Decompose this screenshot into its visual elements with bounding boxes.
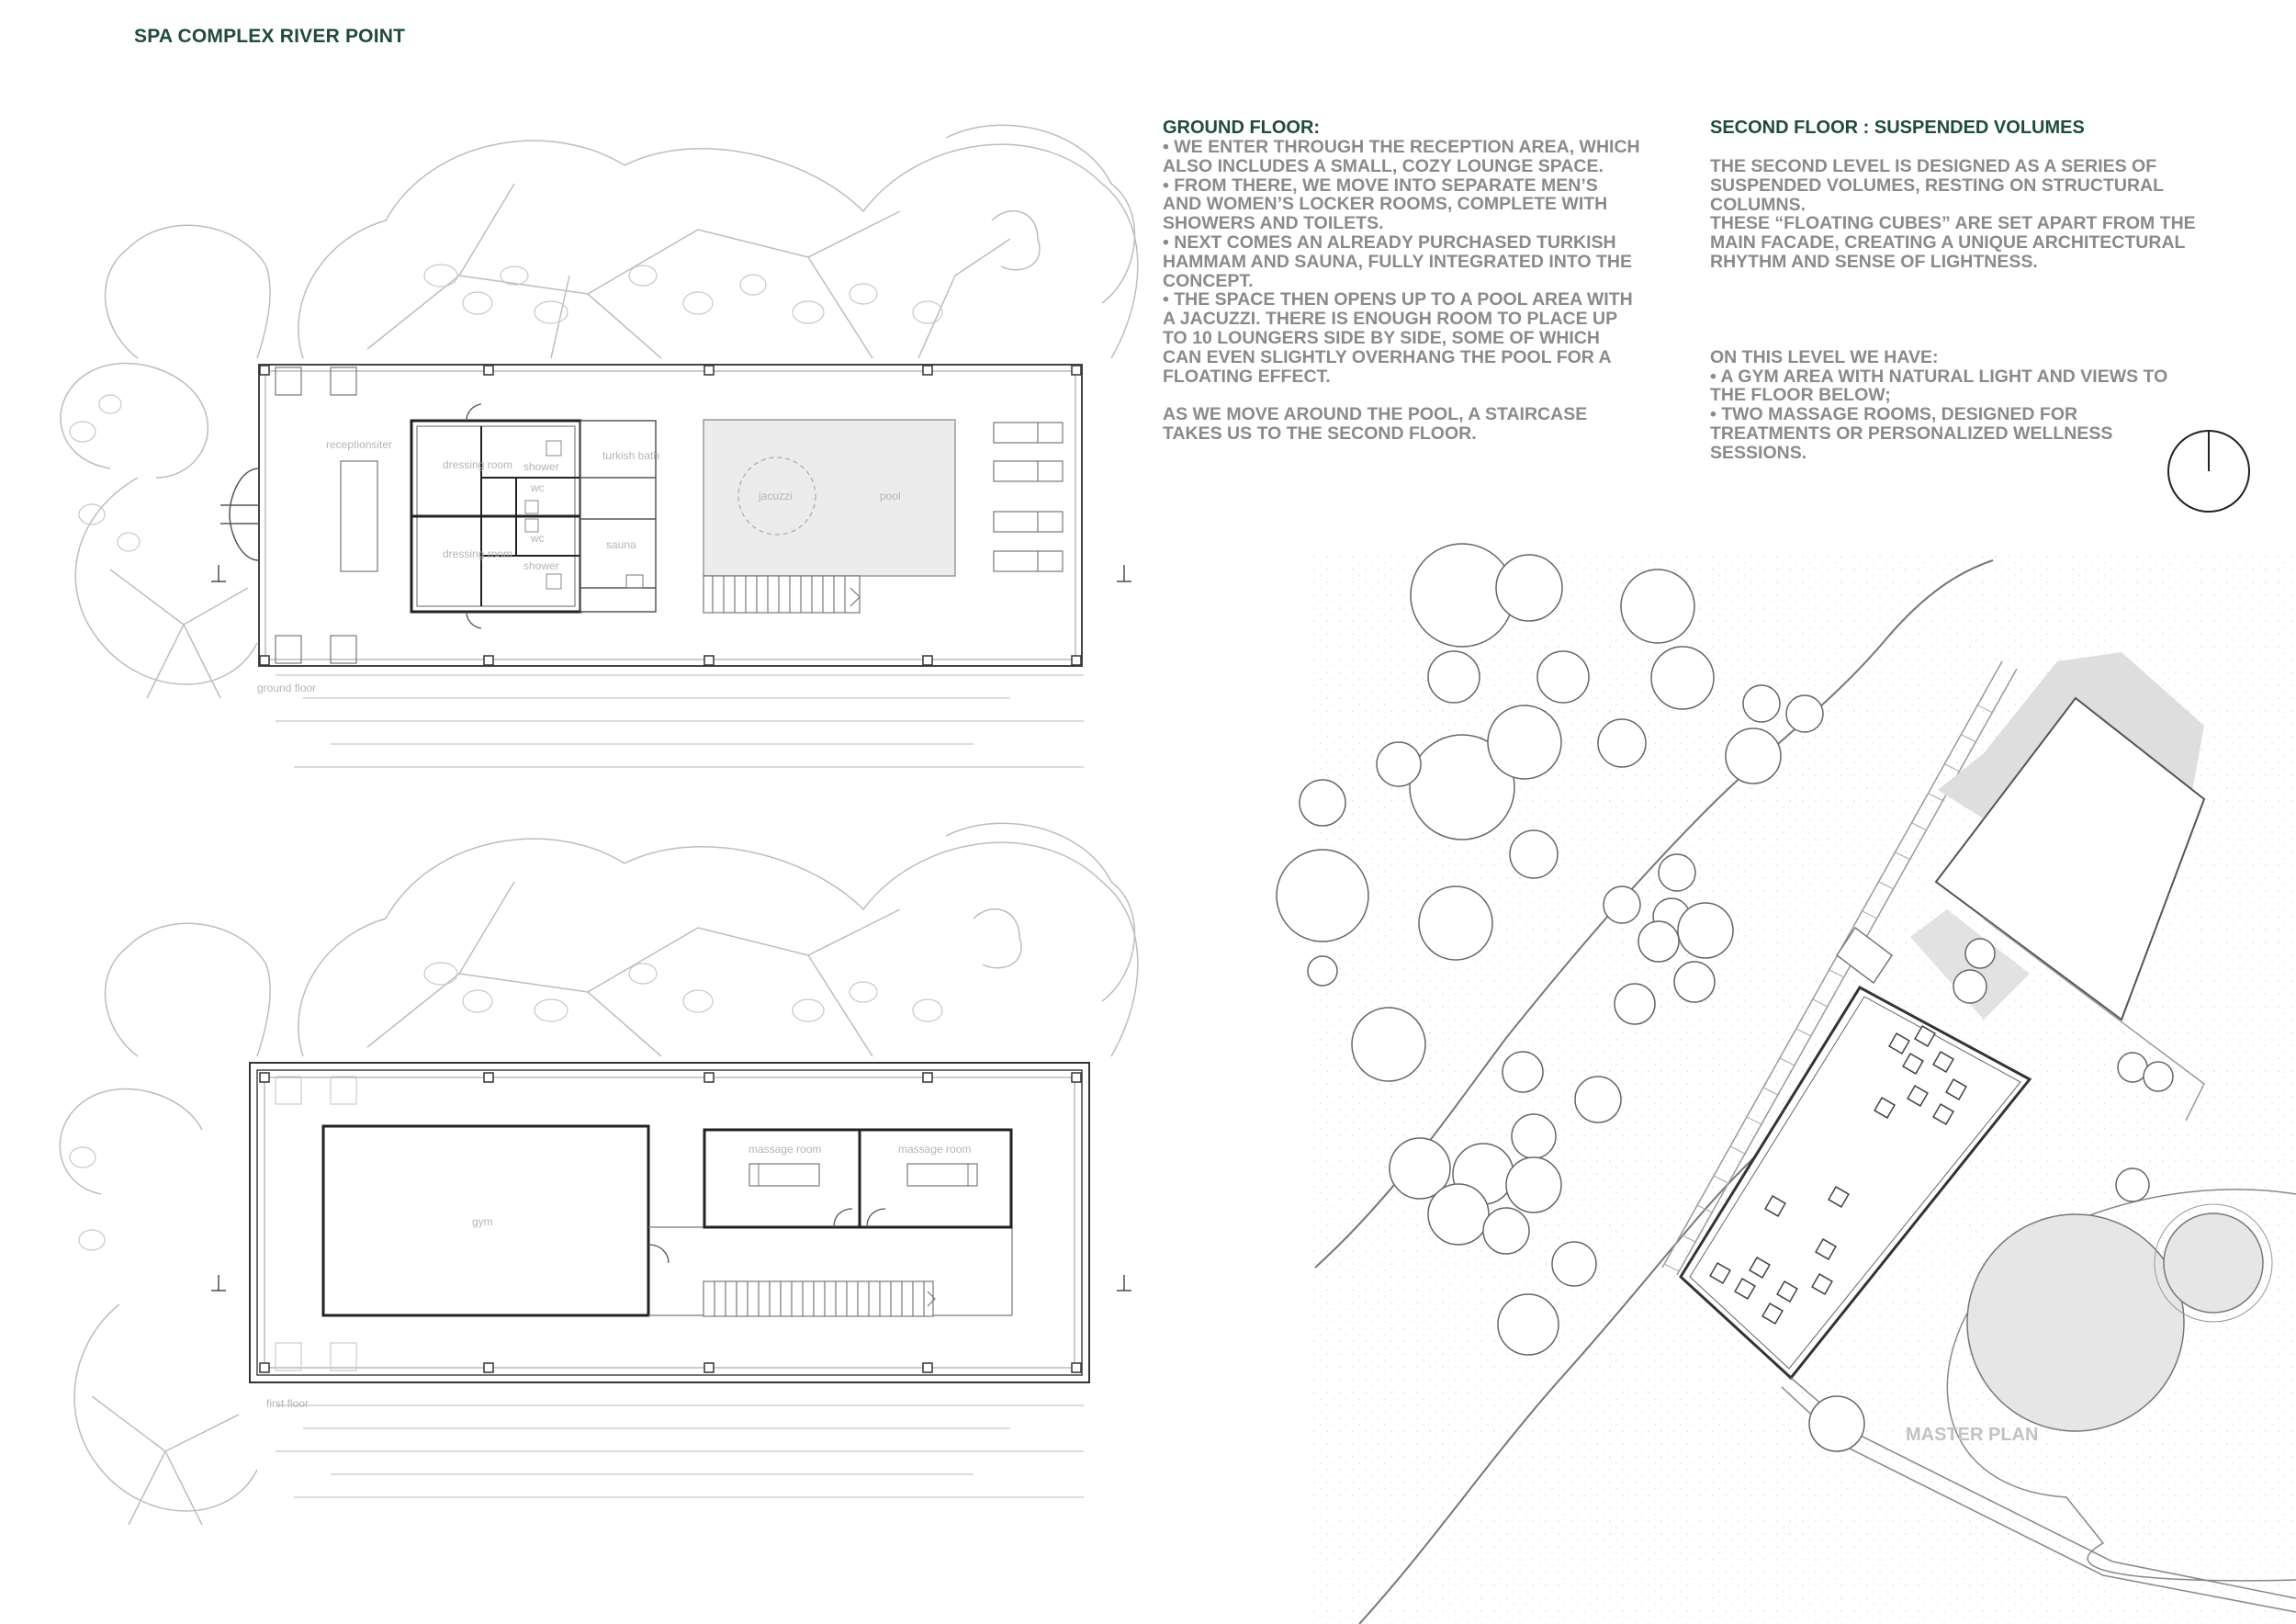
round-jacuzzi — [2164, 1213, 2263, 1313]
master-plan-caption: MASTER PLAN — [1906, 1425, 2039, 1445]
massage-table-1 — [749, 1164, 819, 1186]
second-floor-intro: THE SECOND LEVEL IS DESIGNED AS A SERIES OF SUSPENDED VOLUMES, RESTING ON STRUCTURAL COLUMNS. — [1710, 156, 2164, 215]
ground-floor-staircase — [703, 576, 860, 613]
first-floor-staircase — [703, 1281, 935, 1316]
ground-floor-bullet-reception: • WE ENTER THROUGH THE RECEPTION AREA, WHICH ALSO INCLUDES A SMALL, COZY LOUNGE SPACE. — [1163, 137, 1640, 176]
second-floor-list-heading: ON THIS LEVEL WE HAVE: — [1710, 346, 1939, 367]
room-label-shower-2: shower — [523, 559, 559, 572]
room-label-massage-2: massage room — [898, 1143, 972, 1156]
second-floor-heading: SECOND FLOOR : SUSPENDED VOLUMES — [1710, 118, 2085, 138]
room-label-jacuzzi: jacuzzi — [759, 490, 793, 502]
room-label-massage-1: massage room — [748, 1143, 822, 1156]
room-label-sauna: sauna — [606, 538, 636, 551]
first-floor-caption: first floor — [266, 1397, 310, 1410]
ground-floor-outline — [259, 365, 1082, 666]
ground-floor-heading: GROUND FLOOR: — [1163, 118, 1321, 138]
second-floor-bullet-massage: • TWO MASSAGE ROOMS, DESIGNED FOR TREATMENTS OR PERSONALIZED WELLNESS SESSIONS. — [1710, 404, 2113, 463]
ground-floor-bullet-locker-rooms: • FROM THERE, WE MOVE INTO SEPARATE MEN’S AND WOMEN’S LOCKER ROOMS, COMPLETE WITH SHOWERS AND TOILETS. — [1163, 175, 1608, 234]
pool — [703, 420, 955, 576]
page-title: SPA COMPLEX RIVER POINT — [134, 26, 406, 47]
room-label-shower-1: shower — [523, 460, 559, 473]
second-floor-bullet-gym: • A GYM AREA WITH NATURAL LIGHT AND VIEWS TO THE FLOOR BELOW; — [1710, 366, 2168, 406]
room-label-turkish-bath: turkish bath — [602, 449, 660, 462]
ground-floor-bullet-pool: • THE SPACE THEN OPENS UP TO A POOL AREA WITH A JACUZZI. THERE IS ENOUGH ROOM TO PLACE UP TO 10 LOUNGERS SIDE BY SIDE, SOME OF WHICH CAN EVEN SLIGHTLY OVERHANG THE POOL FOR A FLOATING EFFECT. — [1163, 289, 1633, 387]
round-pool — [1967, 1214, 2184, 1431]
room-label-gym: gym — [472, 1215, 493, 1228]
ground-floor-caption: ground floor — [257, 682, 317, 694]
north-arrow-icon — [2168, 431, 2249, 512]
ground-floor-closing: AS WE MOVE AROUND THE POOL, A STAIRCASE TAKES US TO THE SECOND FLOOR. — [1163, 404, 1588, 445]
first-floor-plan — [60, 823, 1138, 1525]
room-label-dressing-1: dressing room — [443, 458, 513, 471]
ground-floor-bullet-hammam: • NEXT COMES AN ALREADY PURCHASED TURKISH HAMMAM AND SAUNA, FULLY INTEGRATED INTO THE CONCEPT. — [1163, 231, 1632, 291]
master-plan — [1277, 544, 2296, 1624]
second-floor-intro-2: THESE “FLOATING CUBES” ARE SET APART FROM THE MAIN FACADE, CREATING A UNIQUE ARCHITECTURAL RHYTHM AND SENSE OF LIGHTNESS. — [1710, 213, 2196, 272]
room-label-pool: pool — [880, 490, 901, 502]
room-label-wc-2: wc — [531, 532, 545, 545]
ground-floor-plan — [61, 125, 1138, 767]
reception-desk — [341, 461, 377, 571]
room-label-wc-1: wc — [531, 481, 545, 494]
room-label-dressing-2: dressing room — [443, 547, 513, 560]
massage-table-2 — [907, 1164, 977, 1186]
room-label-reception: receptionsiter — [326, 438, 393, 451]
